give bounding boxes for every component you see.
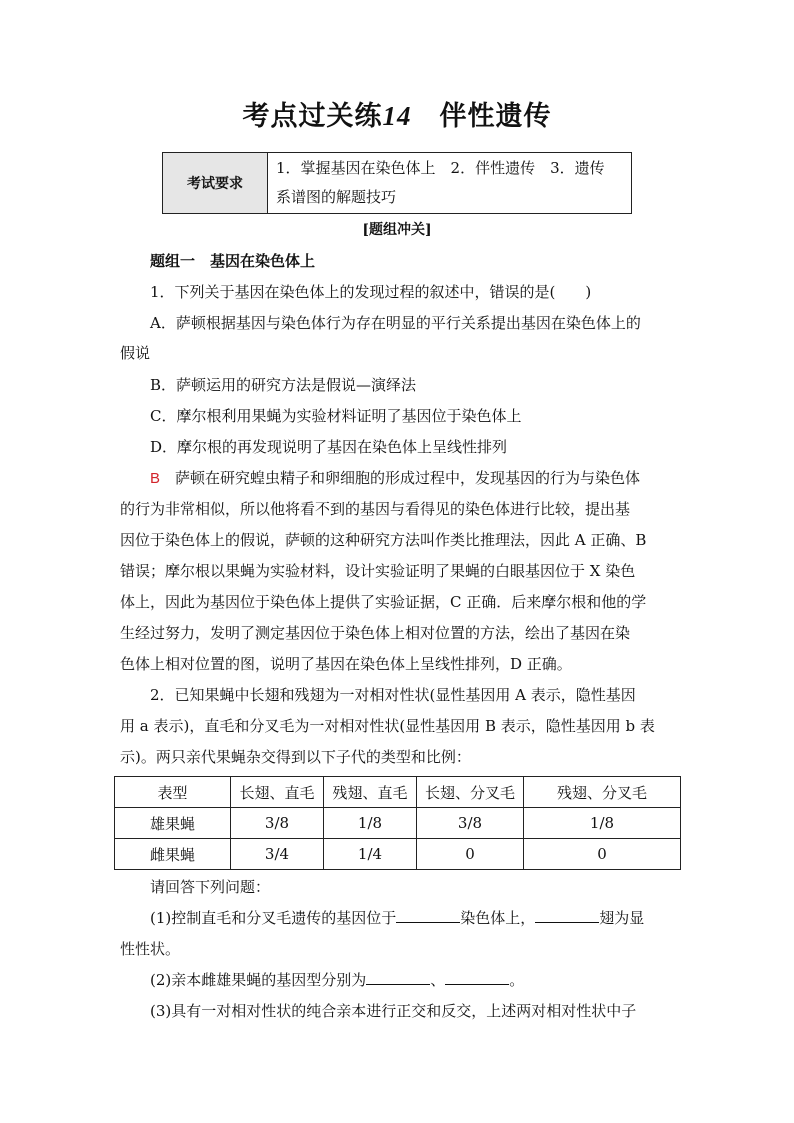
requirements-text: [268, 153, 632, 214]
q1-explanation-line-2: 的行为非常相似，所以他将看不到的基因与看得见的染色体进行比较，提出基: [120, 500, 631, 518]
q2-part-2-text-a: (2)亲本雌雄果蝇的基因型分别为: [150, 971, 367, 989]
requirements-label: 考试要求: [163, 153, 268, 214]
title-number: 14: [382, 101, 412, 131]
answer-blank[interactable]: [396, 908, 460, 923]
q2-part-1-cont: 性性状。: [120, 940, 181, 958]
q1-option-c: C．摩尔根利用果蝇为实验材料证明了基因位于染色体上: [150, 407, 522, 425]
table-cell: 1/4: [324, 839, 417, 870]
q2-part-2-text-b: 、: [430, 971, 446, 989]
q1-answer: B: [150, 470, 161, 487]
table-header-cell: 长翅、分叉毛: [417, 777, 524, 808]
table-cell: 1/8: [324, 808, 417, 839]
q2-part-2-text-c: 。: [509, 971, 525, 989]
table-cell: 雌果蝇: [115, 839, 231, 870]
q1-exp-text-1: 萨顿在研究蝗虫精子和卵细胞的形成过程中，发现基因的行为与染色体: [175, 469, 641, 487]
page-title: [0, 94, 794, 133]
table-cell: 0: [417, 839, 524, 870]
q2-part-2: [150, 969, 524, 990]
q2-part-3: (3)具有一对相对性状的纯合亲本进行正交和反交，上述两对相对性状中子: [150, 1002, 637, 1020]
table-header-cell: 残翅、分叉毛: [524, 777, 681, 808]
q1-option-d: D．摩尔根的再发现说明了基因在染色体上呈线性排列: [150, 438, 508, 456]
exam-requirements-box: [162, 152, 632, 214]
table-header-cell: 表型: [115, 777, 231, 808]
requirements-line-2: 系谱图的解题技巧: [276, 188, 397, 206]
q1-option-a-cont: 假说: [120, 344, 151, 362]
q2-stem-line-1: 2．已知果蝇中长翅和残翅为一对相对性状(显性基因用 A 表示，隐性基因: [150, 686, 636, 704]
q1-explanation-line-1: [150, 467, 640, 488]
q2-prompt: 请回答下列问题：: [150, 878, 271, 896]
table-header-row: [115, 777, 681, 808]
table-cell: 3/4: [231, 839, 324, 870]
section-tag: [题组冲关]: [362, 222, 432, 238]
table-cell: 3/8: [417, 808, 524, 839]
table-cell: 雄果蝇: [115, 808, 231, 839]
table-header-cell: 残翅、直毛: [324, 777, 417, 808]
q1-explanation-line-6: 生经过努力，发明了测定基因位于染色体上相对位置的方法，绘出了基因在染: [120, 624, 631, 642]
requirements-line-1: 1．掌握基因在染色体上 2．伴性遗传 3．遗传: [276, 159, 605, 177]
offspring-ratio-table: [114, 776, 681, 870]
answer-blank[interactable]: [366, 970, 430, 985]
q1-stem: 1．下列关于基因在染色体上的发现过程的叙述中，错误的是( ): [150, 283, 592, 301]
answer-blank[interactable]: [445, 970, 509, 985]
q2-part-1-text-c: 翅为显: [599, 909, 645, 927]
q2-stem-line-3: 示)。两只亲代果蝇杂交得到以下子代的类型和比例：: [120, 748, 471, 766]
table-cell: 0: [524, 839, 681, 870]
q1-explanation-line-7: 色体上相对位置的图，说明了基因在染色体上呈线性排列，D 正确。: [120, 655, 572, 673]
q1-option-a: A．萨顿根据基因与染色体行为存在明显的平行关系提出基因在染色体上的: [150, 314, 641, 332]
q1-explanation-line-3: 因位于染色体上的假说，萨顿的这种研究方法叫作类比推理法，因此 A 正确、B: [120, 531, 647, 549]
title-subject: 伴性遗传: [439, 101, 552, 132]
table-row: [115, 839, 681, 870]
table-cell: 3/8: [231, 808, 324, 839]
group-title: 题组一 基因在染色体上: [150, 252, 316, 270]
table-row: [115, 808, 681, 839]
table-cell: 1/8: [524, 808, 681, 839]
answer-blank[interactable]: [535, 908, 599, 923]
q2-stem-line-2: 用 a 表示)，直毛和分叉毛为一对相对性状(显性基因用 B 表示，隐性基因用 b 表: [120, 717, 655, 735]
q2-part-1: [150, 907, 644, 928]
q2-part-1-text-b: 染色体上，: [460, 909, 536, 927]
title-prefix: 考点过关练: [242, 101, 383, 132]
q1-option-b: B．萨顿运用的研究方法是假说—演绎法: [150, 376, 417, 394]
q1-explanation-line-4: 错误；摩尔根以果蝇为实验材料，设计实验证明了果蝇的白眼基因位于 X 染色: [120, 562, 636, 580]
table-header-cell: 长翅、直毛: [231, 777, 324, 808]
q1-explanation-line-5: 体上，因此为基因位于染色体上提供了实验证据，C 正确．后来摩尔根和他的学: [120, 593, 647, 611]
q2-part-1-text-a: (1)控制直毛和分叉毛遗传的基因位于: [150, 909, 397, 927]
